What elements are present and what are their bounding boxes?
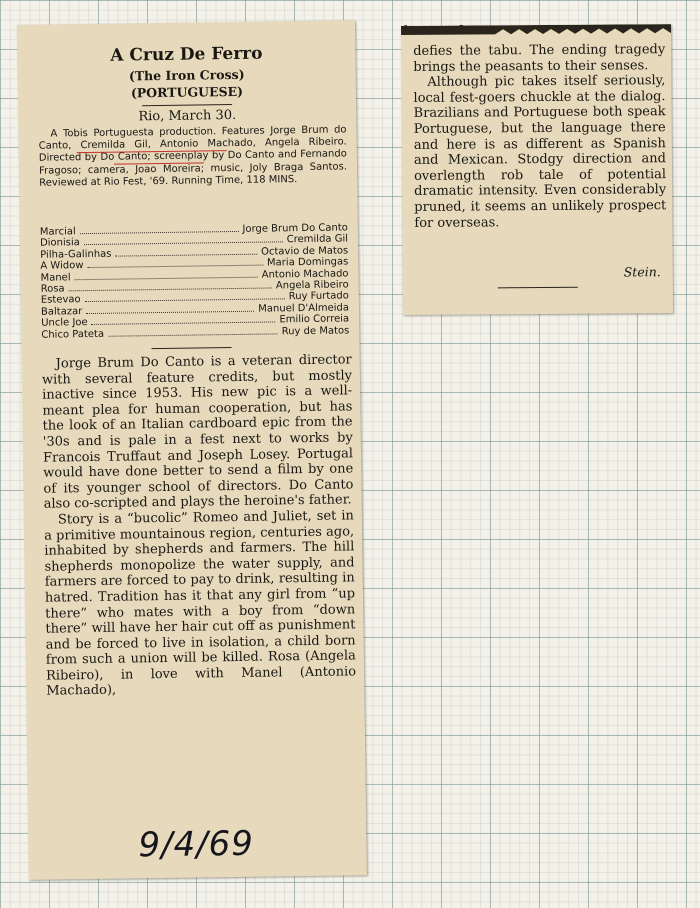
cast-role: Dionisia [39, 237, 80, 250]
cast-actor: Ruy de Matos [281, 325, 350, 337]
paragraph: defies the tabu. The ending tragedy brings the peasants to their senses. [413, 42, 666, 75]
credits-block: A Tobis Portuguesta production. Features Jorge Brum do Canto, Cremilda Gil, Antonio Machado, Angela Ribeiro. Directed by Do Canto; screenplay by Do Canto and Fernando Fragoso; camera, Joao Moreira; music, Joly Braga Santos. Reviewed at Rio Fest, '69. Running Time, 118 MINS. [38, 124, 348, 189]
handwritten-date: 9/4/69 [138, 823, 255, 866]
review-subtitle: (The Iron Cross) [128, 66, 245, 84]
leader-dots [88, 265, 264, 268]
cast-actor: Octavio de Matos [261, 245, 349, 258]
dateline: Rio, March 30. [138, 107, 237, 125]
end-rule [498, 287, 578, 289]
leader-dots [108, 333, 278, 336]
review-body-right [413, 42, 666, 231]
leader-dots [85, 299, 285, 303]
cast-actor: Maria Domingas [266, 256, 349, 269]
review-title: A Cruz De Ferro [110, 43, 263, 66]
cast-role: Chico Pateta [41, 328, 105, 341]
review-body-left [42, 352, 357, 699]
cast-role: Estevao [40, 294, 81, 307]
header-rule [142, 104, 232, 106]
cast-actor: Angela Ribeiro [275, 279, 349, 292]
continuation-clipping [401, 24, 673, 315]
review-clipping [17, 20, 367, 880]
leader-dots [115, 253, 257, 256]
cast-role: Manel [40, 271, 71, 284]
paragraph: Although pic takes itself seriously, local fest-goers chuckle at the dialog. Brazilians and Portuguese both speak Portuguese, but the language there and here is as different as Spanish and Mexican. Stodgy direction and overlength rob tale of potential dramatic intensity. Even considerably pruned, it seems an unlikely prospect for overseas. [413, 73, 667, 231]
leader-dots [80, 231, 239, 234]
reviewer-signoff: Stein. [623, 264, 661, 280]
jump-label: from page 8 [402, 24, 465, 35]
leader-dots [86, 311, 254, 314]
cast-actor: Cremilda Gil [286, 233, 349, 246]
paragraph: Jorge Brum Do Canto is a veteran director with several feature credits, but mostly inactive since 1953. His new pic is a well-meant plea for human cooperation, but has the look of an Italian cardboard epic from the '30s and is pale in a fest next to works by Francois Truffaut and Joseph Losey. Portugal would have done better to send a film by one of its younger school of directors. Do Canto also co-scripted and plays the heroine's father. [41, 352, 354, 513]
leader-dots [84, 242, 283, 246]
section-rule [152, 347, 232, 349]
cast-actor: Emilio Correia [279, 313, 350, 326]
leader-dots [69, 287, 272, 291]
cast-actor: Antonio Machado [261, 268, 349, 281]
review-language: (PORTUGUESE) [130, 83, 244, 101]
cast-role: A Widow [40, 260, 84, 272]
cast-role: Uncle Joe [41, 317, 88, 329]
leader-dots [92, 322, 276, 326]
cast-role: Pilha-Galinhas [40, 248, 112, 261]
cast-list [40, 222, 350, 340]
cast-actor: Manuel D'Almeida [258, 302, 350, 315]
cast-role: Rosa [40, 283, 65, 295]
cast-role: Baltazar [40, 305, 83, 318]
leader-dots [75, 276, 258, 280]
cast-actor: Ruy Furtado [288, 290, 349, 303]
paragraph: Story is a “bucolic” Romeo and Juliet, set in a primitive mountainous region, centuries ago, inhabited by shepherds and farmers. The hill shepherds monopolize the water supply, and farmers are forced to pay to drink, resulting in hatred. Tradition has it that any girl from “up there” who mates with a boy from “down there” will have her hair cut off as punishment and be forced to live in isolation, a child born from such a union will be killed. Rosa (Angela Ribeiro), in love with Manel (Antonio Machado), [44, 508, 357, 700]
cast-actor: Jorge Brum Do Canto [242, 222, 348, 235]
cast-role: Marcial [39, 226, 76, 238]
